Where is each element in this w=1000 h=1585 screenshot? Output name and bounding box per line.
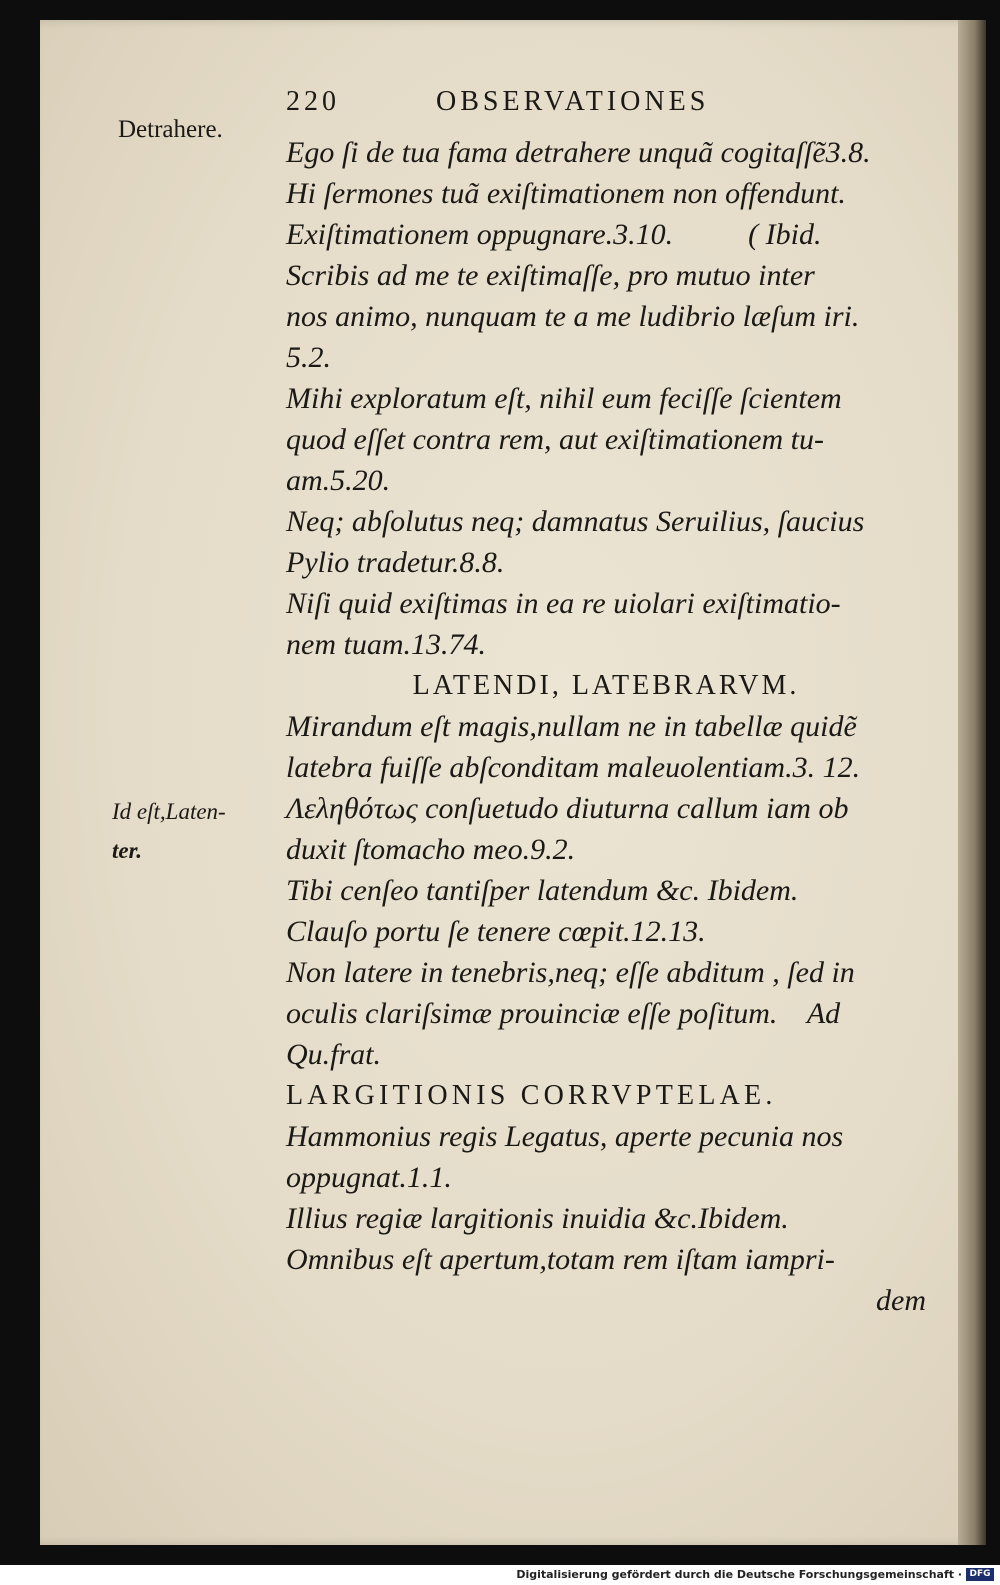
- text-line: Non latere in tenebris,neq; eſſe abditum , ſed in: [286, 956, 855, 989]
- body-text: [286, 132, 926, 1321]
- margin-note-detrahere: Detrahere.: [118, 116, 223, 143]
- text-line: Omnibus eſt apertum,totam rem iſtam iampri-: [286, 1243, 835, 1276]
- text-line: Niſi quid exiſtimas in ea re uiolari exiſtimatio-: [286, 587, 841, 620]
- margin-note-id-est-continued: ter.: [112, 838, 143, 863]
- section-heading: LARGITIONIS CORRVPTELAE.: [286, 1080, 777, 1111]
- text-line: Exiſtimationem oppugnare.3.10. ( Ibid.: [286, 218, 822, 251]
- text-line: Scribis ad me te exiſtimaſſe, pro mutuo inter: [286, 259, 815, 292]
- text-line: Clauſo portu ſe tenere cœpit.12.13.: [286, 915, 706, 948]
- text-line: oppugnat.1.1.: [286, 1161, 452, 1194]
- digitization-footer: [0, 1565, 1000, 1585]
- text-line: 5.2.: [286, 341, 331, 374]
- page-number: 220: [286, 86, 340, 117]
- page-header: [286, 86, 806, 126]
- text-line: latebra fuiſſe abſconditam maleuolentiam.3. 12.: [286, 751, 861, 784]
- catchword: dem: [876, 1284, 926, 1317]
- text-line: nem tuam.13.74.: [286, 628, 486, 661]
- footer-credit: Digitalisierung gefördert durch die Deutsche Forschungsgemeinschaft ·: [516, 1568, 962, 1581]
- text-line: Qu.frat.: [286, 1038, 382, 1071]
- text-line: Ego ſi de tua fama detrahere unquã cogitaſſẽ3.8.: [286, 136, 871, 169]
- text-line: quod eſſet contra rem, aut exiſtimationem tu-: [286, 423, 824, 456]
- margin-note-id-est: Id eſt,Laten-: [112, 799, 226, 824]
- text-line: Mirandum eſt magis,nullam ne in tabellæ quidẽ: [286, 710, 857, 743]
- text-line: nos animo, nunquam te a me ludibrio læſum iri.: [286, 300, 860, 333]
- text-line: Illius regiæ largitionis inuidia &c.Ibidem.: [286, 1202, 789, 1235]
- page-fold-edge: [958, 20, 986, 1545]
- text-line: Hammonius regis Legatus, aperte pecunia nos: [286, 1120, 844, 1153]
- section-heading: LATENDI, LATEBRARVM.: [412, 670, 800, 701]
- text-line: am.5.20.: [286, 464, 391, 497]
- text-line: Λεληθότως conſuetudo diuturna callum iam ob: [286, 792, 849, 825]
- text-line: oculis clariſsimæ prouinciæ eſſe poſitum. Ad: [286, 997, 841, 1030]
- text-line: Hi ſermones tuã exiſtimationem non offendunt.: [286, 177, 846, 210]
- text-line: Tibi cenſeo tantiſper latendum &c. Ibidem.: [286, 874, 799, 907]
- text-line: Neq; abſolutus neq; damnatus Seruilius, ſaucius: [286, 505, 865, 538]
- text-line: Pylio tradetur.8.8.: [286, 546, 505, 579]
- running-title: OBSERVATIONES: [436, 86, 710, 117]
- dfg-logo: DFG: [966, 1568, 994, 1581]
- text-line: Mihi exploratum eſt, nihil eum feciſſe ſcientem: [286, 382, 842, 415]
- text-line: duxit ſtomacho meo.9.2.: [286, 833, 576, 866]
